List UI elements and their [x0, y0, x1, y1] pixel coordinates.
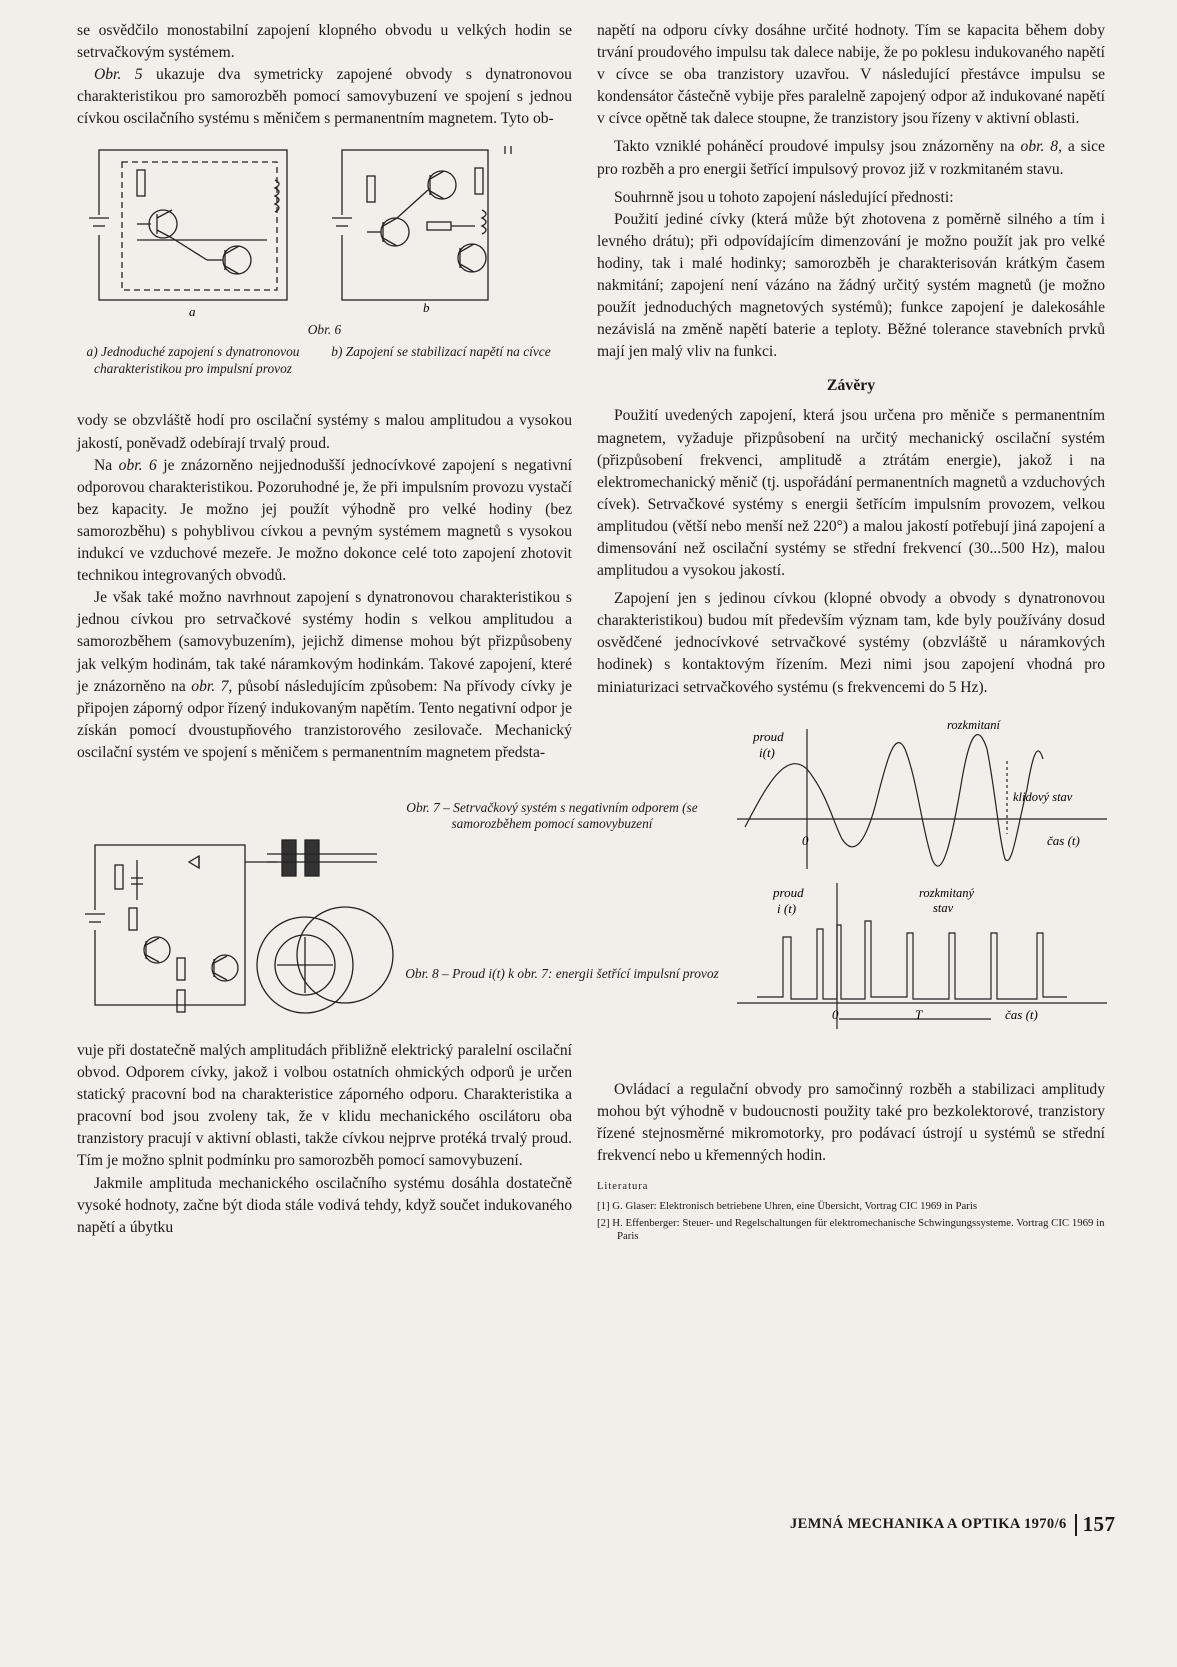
paragraph: vody se obzvláště hodí pro oscilační systémy s malou amplitudou a vysokou jakostí, poněvadž odebírají trvalý proud. — [77, 412, 572, 452]
graph-period-label: T — [915, 1006, 923, 1022]
graph-annotation: rozkmitaní — [947, 717, 1001, 732]
graph-annotation: klidový stav — [1013, 789, 1073, 804]
journal-name: JEMNÁ MECHANIKA A OPTIKA 1970/6 — [790, 1515, 1067, 1532]
paragraph: Na obr. 6 je znázorněno nejjednodušší jednocívkové zapojení s negativní odporovou charakteristikou. Pozoruhodné je, že při impulsním provozu vystačí bez kapacity. Je možno jej použít výhodně pro velké hodiny (bez samorozběhu) s pohyblivou cívkou a pevným systémem magnetů s vysokou indukcí ve vzduchové mezeře. Je možno dokonce celé toto zapojení zhotovit technikou integrovaných obvodů. — [77, 456, 572, 585]
figure-ref: obr. 6 — [118, 456, 157, 474]
figure-6b-caption: b) Zapojení se stabilizací napětí na cívce — [331, 344, 551, 360]
figure-ref: obr. 7 — [191, 677, 229, 695]
graph-ylabel: proud — [773, 884, 804, 900]
paragraph: Takto vzniklé poháněcí proudové impulsy jsou znázorněny na obr. 8, a sice pro rozběh a pro energii šetřící impulsový provoz již v rozkmitaném stavu. — [597, 138, 1105, 178]
paragraph: vuje při dostatečně malých amplitudách přibližně elektrický paralelní oscilační obvod. Odporem cívky, jakož i volbou ostatních ohmických odporů je určen statický pracovní bod na charakteristice záporného odporu. Charakteristika a pracovní bod jsou zvoleny tak, že v klidu mechanického oscilátoru oba tranzistory pracují v aktivní oblasti, takže cívkou nejprve protéká trvalý proud. Tím je možno splnit podmínku pro samorozběh pomocí samovybuzení. — [77, 1041, 572, 1170]
paragraph: Zapojení jen s jedinou cívkou (klopné obvody a obvody s dynatronovou charakteristikou) budou mít především význam tam, kde byly používány dosud osvědčené jednocívkové setrvačkové systémy (obzvláště u náramkových hodinek) s kontaktovým řízením. Mezi nimi jsou zapojení vhodná pro miniaturizaci setrvačkového systému (s frekvencemi do 5 Hz). — [597, 590, 1105, 696]
graph-ylabel: i(t) — [759, 744, 775, 760]
paragraph: napětí na odporu cívky dosáhne určité hodnoty. Tím se kapacita během doby trvání proudového impulsu tak dalece nabije, že po poklesu indukovaného napětí v cívce se oba tranzistory uzavřou. V následující přestávce impulsu se kondensátor částečně vybije přes paralelně zapojený odpor až indukované napětí v cívce opětně tak dalece stoupne, že tranzistory jsou řízeny v aktivní oblasti. — [597, 22, 1105, 128]
section-heading: Závěry — [826, 377, 876, 395]
figure-6b-label: b — [423, 300, 430, 316]
figure-6 — [77, 140, 572, 410]
paragraph: Ovládací a regulační obvody pro samočinný rozběh a stabilizaci amplitudy mohou být výhodně v budoucnosti použity také pro bezkolektorové, tranzistory řízené stejnosměrné mikromotorky, pro podávací ústrojí u systémů se střední frekvencí nebo u křemenných hodin. — [597, 1080, 1105, 1164]
graph-annotation: stav — [933, 900, 954, 915]
figure-ref: Obr. 5 — [94, 66, 143, 84]
figure-7-schematic — [77, 790, 407, 1040]
figure-6-title: Obr. 6 — [307, 322, 342, 338]
graph-origin: 0 — [832, 1006, 839, 1022]
paragraph: Je však také možno navrhnout zapojení s dynatronovou charakteristikou s jednou cívkou pro setrvačkové systémy hodin s velkou amplitudou a samorozběhem (samovybuzením), jejichž dimense mohou být přizpůsobeny jak velkým hodinám, tak také náramkovým hodinkám. Takové zapojení, které je znázorněno na obr. 7, působí následujícím způsobem: Na přívody cívky je připojen záporný odpor řízený indukovaným napětím. Tento negativní odpor je získán pomocí dvoustupňového tranzistorového zesilovače. Mechanický oscilační systém ve spojení s měničem s permanentním magnetem předsta- — [77, 589, 573, 761]
literature-heading: Literatura — [597, 1181, 649, 1192]
footer-divider — [1075, 1514, 1077, 1536]
figure-6a-label: a — [189, 304, 196, 320]
graph-xlabel: čas (t) — [1005, 1006, 1038, 1022]
figure-8 — [737, 709, 1105, 1079]
paragraph: Jakmile amplituda mechanického oscilačního systému dosáhla dostatečně vysoké hodnoty, začne být dioda stále vodivá tehdy, když součet indukovaného napětí a úbytku — [77, 1174, 572, 1236]
graph-xlabel: čas (t) — [1047, 832, 1080, 848]
paragraph: Použití uvedených zapojení, která jsou určena pro měniče s permanentním magnetem, vyžaduje přizpůsobení na určitý mechanický oscilační systém (přizpůsobení frekvenci, amplitudě a ztrátám energie), jakož i na elektromechanický měnič (tj. uspořádání permanentních magnetů a vzduchových cívek). Setrvačkové systémy s energii šetřícím impulsním provozem, velkou amplitudou (větší nebo menší než 220°) a malou jakostí potřebují jiná zapojení a dimensování než oscilační systémy se střední frekvencí (30...500 Hz), malou amplitudou a vysokou jakostí. — [597, 407, 1105, 580]
figure-6a-caption: a) Jednoduché zapojení s dynatronovou charakteristikou pro impulsní provoz — [86, 344, 300, 376]
figure-ref: obr. 8 — [1020, 138, 1059, 156]
graph-ylabel: proud — [753, 728, 784, 744]
paragraph: Souhrnně jsou u tohoto zapojení následující přednosti: — [614, 188, 954, 206]
figure-6-schematic — [77, 140, 572, 320]
page-number: 157 — [1082, 1512, 1116, 1536]
paragraph: Použití jediné cívky (která může být zhotovena z poměrně silného a tím i levného drátu); při odpovídajícím dimenzování je možno použít jak pro velké hodiny, tak i malé hodinky; samorozběh je charakterisován krátkým časem nakmitání; zapojení není vázáno na žádný určitý systém magnetů (je možno použít jednoduchých magnetových systémů); funkce zapojení je dalekosáhle nezávislá na změně napětí baterie a teploty. Běžné tolerance stavebních prvků mají jen malý vliv na funkci. — [597, 210, 1105, 361]
reference-item: [2] H. Effenberger: Steuer- und Regelschaltungen für elektromechanische Schwingungssysteme. Vortrag CIC 1969 in Paris — [597, 1217, 1105, 1242]
page-footer — [790, 1512, 1130, 1537]
paragraph: se osvědčilo monostabilní zapojení klopného obvodu u velkých hodin se setrvačkovým systémem. — [77, 22, 572, 62]
figure-7 — [77, 770, 719, 1040]
graph-origin: 0 — [802, 832, 809, 848]
reference-item: [1] G. Glaser: Elektronisch betriebene Uhren, eine Übersicht, Vortrag CIC 1969 in Paris — [597, 1200, 978, 1212]
right-column — [597, 20, 1105, 1247]
figure-8-caption: Obr. 8 – Proud i(t) k obr. 7: energii šetřící impulsní provoz — [405, 965, 719, 981]
figure-8a-graph — [737, 709, 1117, 884]
graph-ylabel: i (t) — [777, 900, 797, 916]
graph-annotation: rozkmitaný — [919, 885, 975, 900]
figure-7-caption: Obr. 7 – Setrvačkový systém s negativním odporem (se samorozběhem pomocí samovybuzení — [406, 799, 698, 832]
figure-8b-graph — [737, 879, 1117, 1044]
paragraph: Obr. 5 ukazuje dva symetricky zapojené obvody s dynatronovou charakteristikou pro samorozběh pomocí samovybuzení ve spojení s jednou cívkou oscilačního systému s měničem s permanentním magnetem. Tyto ob- — [77, 66, 572, 128]
